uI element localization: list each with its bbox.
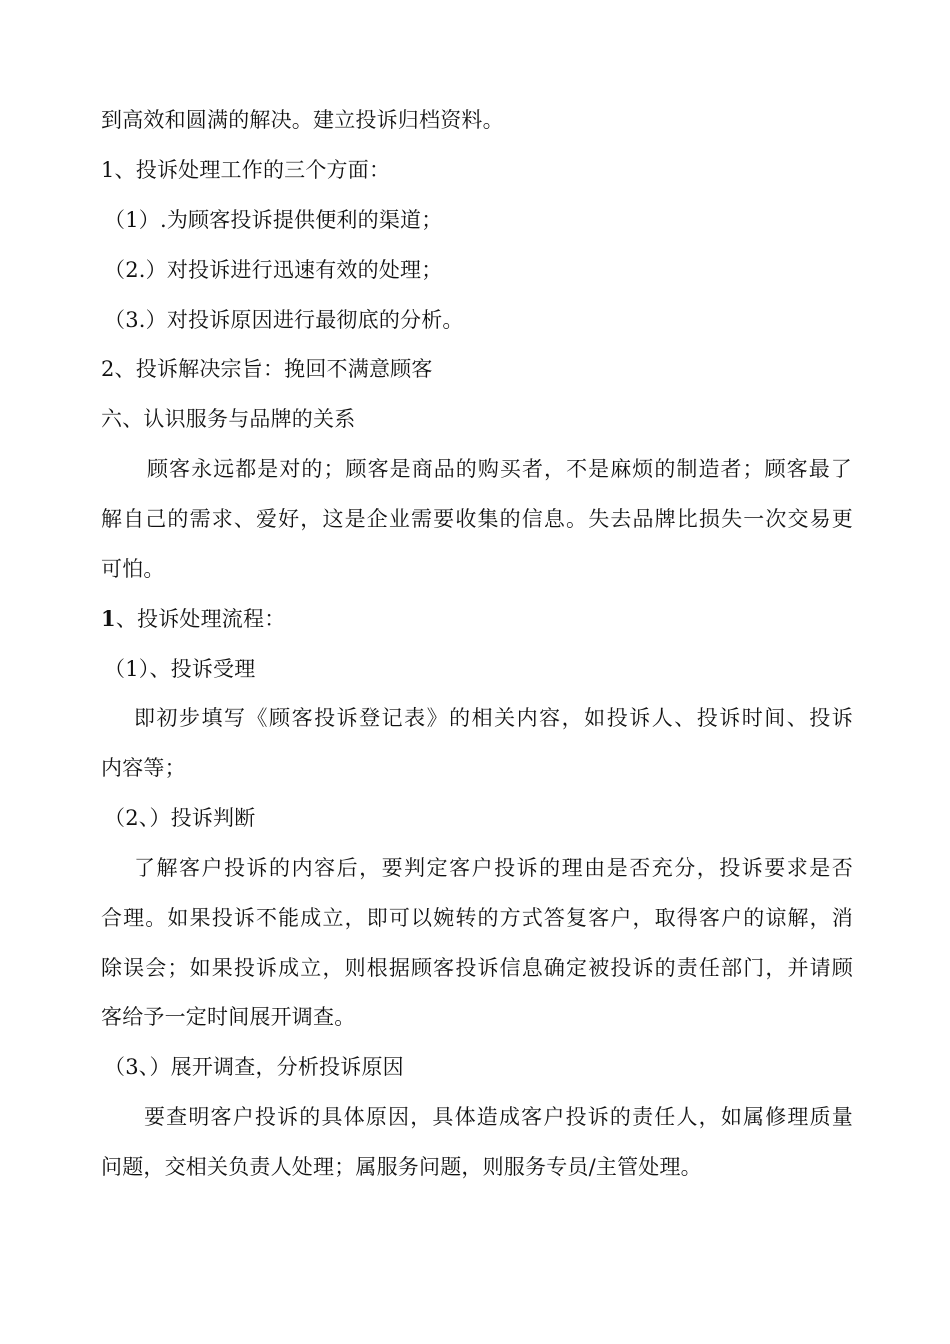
text-line: （3、）展开调查，分析投诉原因 (104, 1055, 404, 1079)
text-line: （1）、投诉受理 (104, 657, 256, 681)
text-line: 内容等； (101, 756, 186, 780)
text-line: 除误会；如果投诉成立，则根据顾客投诉信息确定被投诉的责任部门，并请顾 (101, 956, 853, 980)
text-line: 可怕。 (101, 557, 165, 581)
text-line: 解自己的需求、爱好，这是企业需要收集的信息。失去品牌比损失一次交易更 (101, 507, 853, 531)
text-line: 顾客永远都是对的；顾客是商品的购买者，不是麻烦的制造者；顾客最了 (147, 457, 852, 481)
text-line: （1）.为顾客投诉提供便利的渠道； (104, 208, 443, 232)
section-heading: 六、认识服务与品牌的关系 (101, 407, 356, 431)
numbered-heading (101, 605, 861, 633)
text-line: 问题，交相关负责人处理；属服务问题，则服务专员/主管处理。 (101, 1155, 702, 1179)
text-line: 要查明客户投诉的具体原因，具体造成客户投诉的责任人，如属修理质量 (144, 1105, 853, 1129)
text-line: （2.）对投诉进行迅速有效的处理； (104, 258, 443, 282)
text-line: 了解客户投诉的内容后，要判定客户投诉的理由是否充分，投诉要求是否 (134, 856, 853, 880)
text-line: 即初步填写《顾客投诉登记表》的相关内容，如投诉人、投诉时间、投诉 (134, 706, 853, 730)
text-line: （3.）对投诉原因进行最彻底的分析。 (104, 308, 464, 332)
text-line: 客给予一定时间展开调查。 (101, 1005, 356, 1029)
heading-number: 1 (101, 606, 116, 631)
text-line: 合理。如果投诉不能成立，即可以婉转的方式答复客户，取得客户的谅解，消 (101, 906, 853, 930)
text-line: 1、投诉处理工作的三个方面： (101, 158, 391, 182)
text-line: 到高效和圆满的解决。建立投诉归档资料。 (101, 108, 504, 132)
text-line: 2、投诉解决宗旨：挽回不满意顾客 (101, 357, 433, 381)
heading-text: 、投诉处理流程： (115, 607, 286, 631)
text-line: （2、）投诉判断 (104, 806, 256, 830)
